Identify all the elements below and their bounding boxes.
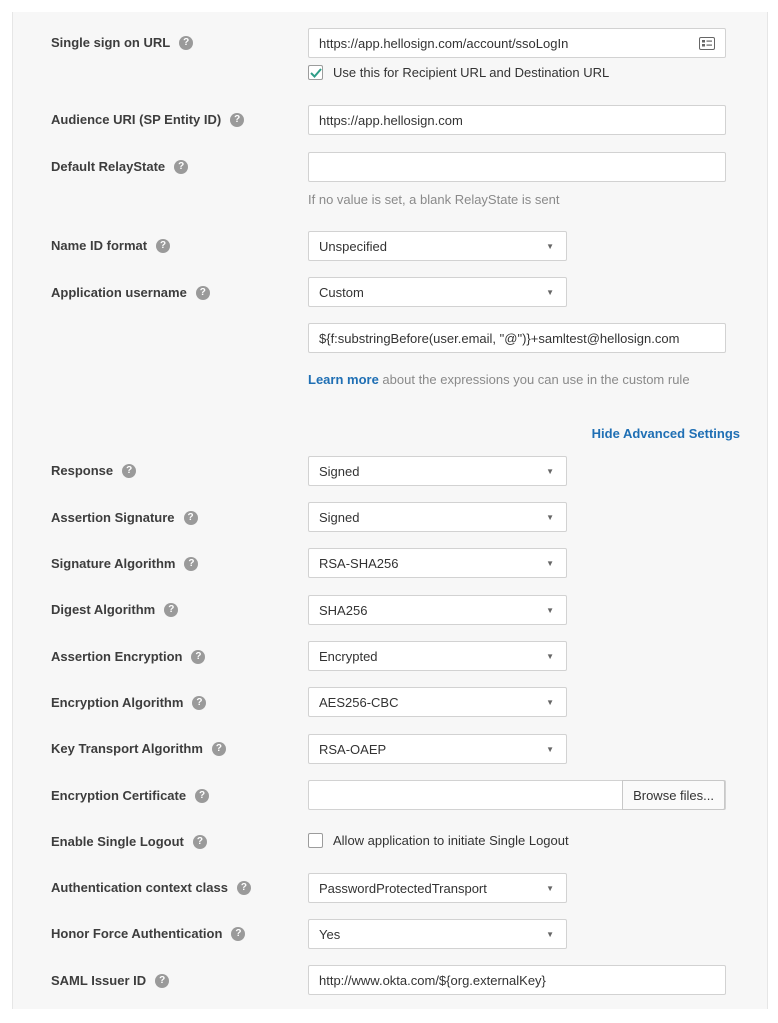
help-icon[interactable]: ? <box>230 113 244 127</box>
learn-more-link[interactable]: Learn more <box>308 372 379 387</box>
response-select[interactable]: Signed ▼ <box>308 456 567 486</box>
help-icon[interactable]: ? <box>212 742 226 756</box>
single-logout-checkbox-row[interactable]: Allow application to initiate Single Logout <box>308 833 569 848</box>
help-icon[interactable]: ? <box>231 927 245 941</box>
relay-state-input[interactable] <box>308 152 726 182</box>
label-relay-state: Default RelayState ? <box>51 159 188 175</box>
label-signature-algorithm: Signature Algorithm ? <box>51 556 198 572</box>
help-icon[interactable]: ? <box>184 557 198 571</box>
chevron-down-icon: ▼ <box>546 883 554 893</box>
label-sso-url: Single sign on URL ? <box>51 35 193 51</box>
help-icon[interactable]: ? <box>191 650 205 664</box>
name-id-format-select[interactable]: Unspecified ▼ <box>308 231 567 261</box>
help-icon[interactable]: ? <box>156 239 170 253</box>
learn-more-hint: Learn more about the expressions you can use in the custom rule <box>308 372 690 387</box>
label-assertion-signature: Assertion Signature ? <box>51 510 198 526</box>
help-icon[interactable]: ? <box>193 835 207 849</box>
label-response: Response ? <box>51 463 136 479</box>
help-icon[interactable]: ? <box>122 464 136 478</box>
label-digest-algorithm: Digest Algorithm ? <box>51 602 178 618</box>
label-name-id-format: Name ID format ? <box>51 238 170 254</box>
chevron-down-icon: ▼ <box>546 651 554 661</box>
relay-state-hint: If no value is set, a blank RelayState is sent <box>308 192 560 207</box>
help-icon[interactable]: ? <box>195 789 209 803</box>
help-icon[interactable]: ? <box>192 696 206 710</box>
use-recipient-checkbox-row[interactable]: Use this for Recipient URL and Destination URL <box>308 65 609 80</box>
help-icon[interactable]: ? <box>164 603 178 617</box>
single-logout-checkbox[interactable] <box>308 833 323 848</box>
signature-algorithm-select[interactable]: RSA-SHA256 ▼ <box>308 548 567 578</box>
app-username-select[interactable]: Custom ▼ <box>308 277 567 307</box>
chevron-down-icon: ▼ <box>546 929 554 939</box>
label-saml-issuer: SAML Issuer ID ? <box>51 973 169 989</box>
chevron-down-icon: ▼ <box>546 697 554 707</box>
chevron-down-icon: ▼ <box>546 744 554 754</box>
help-icon[interactable]: ? <box>184 511 198 525</box>
label-encryption-certificate: Encryption Certificate ? <box>51 788 209 804</box>
label-encryption-algorithm: Encryption Algorithm ? <box>51 695 206 711</box>
label-key-transport: Key Transport Algorithm ? <box>51 741 226 757</box>
assertion-encryption-select[interactable]: Encrypted ▼ <box>308 641 567 671</box>
contact-card-icon[interactable] <box>699 37 715 50</box>
label-single-logout: Enable Single Logout ? <box>51 834 207 850</box>
help-icon[interactable]: ? <box>196 286 210 300</box>
help-icon[interactable]: ? <box>237 881 251 895</box>
label-force-auth: Honor Force Authentication ? <box>51 926 245 942</box>
label-audience-uri: Audience URI (SP Entity ID) ? <box>51 112 244 128</box>
chevron-down-icon: ▼ <box>546 605 554 615</box>
use-recipient-checkbox[interactable] <box>308 65 323 80</box>
chevron-down-icon: ▼ <box>546 558 554 568</box>
help-icon[interactable]: ? <box>155 974 169 988</box>
key-transport-select[interactable]: RSA-OAEP ▼ <box>308 734 567 764</box>
assertion-signature-select[interactable]: Signed ▼ <box>308 502 567 532</box>
checkmark-icon <box>310 68 322 78</box>
help-icon[interactable]: ? <box>179 36 193 50</box>
chevron-down-icon: ▼ <box>546 241 554 251</box>
force-auth-select[interactable]: Yes ▼ <box>308 919 567 949</box>
chevron-down-icon: ▼ <box>546 466 554 476</box>
sso-url-input[interactable]: https://app.hellosign.com/account/ssoLogIn <box>308 28 726 58</box>
label-app-username: Application username ? <box>51 285 210 301</box>
hide-advanced-settings-link[interactable]: Hide Advanced Settings <box>591 426 740 441</box>
audience-uri-input[interactable]: https://app.hellosign.com <box>308 105 726 135</box>
browse-files-button[interactable]: Browse files... <box>622 780 725 810</box>
custom-rule-input[interactable]: ${f:substringBefore(user.email, "@")}+samltest@hellosign.com <box>308 323 726 353</box>
saml-issuer-input[interactable]: http://www.okta.com/${org.externalKey} <box>308 965 726 995</box>
chevron-down-icon: ▼ <box>546 512 554 522</box>
digest-algorithm-select[interactable]: SHA256 ▼ <box>308 595 567 625</box>
encryption-certificate-input[interactable] <box>308 780 726 810</box>
chevron-down-icon: ▼ <box>546 287 554 297</box>
label-assertion-encryption: Assertion Encryption ? <box>51 649 205 665</box>
auth-context-select[interactable]: PasswordProtectedTransport ▼ <box>308 873 567 903</box>
label-auth-context: Authentication context class ? <box>51 880 251 896</box>
encryption-algorithm-select[interactable]: AES256-CBC ▼ <box>308 687 567 717</box>
help-icon[interactable]: ? <box>174 160 188 174</box>
